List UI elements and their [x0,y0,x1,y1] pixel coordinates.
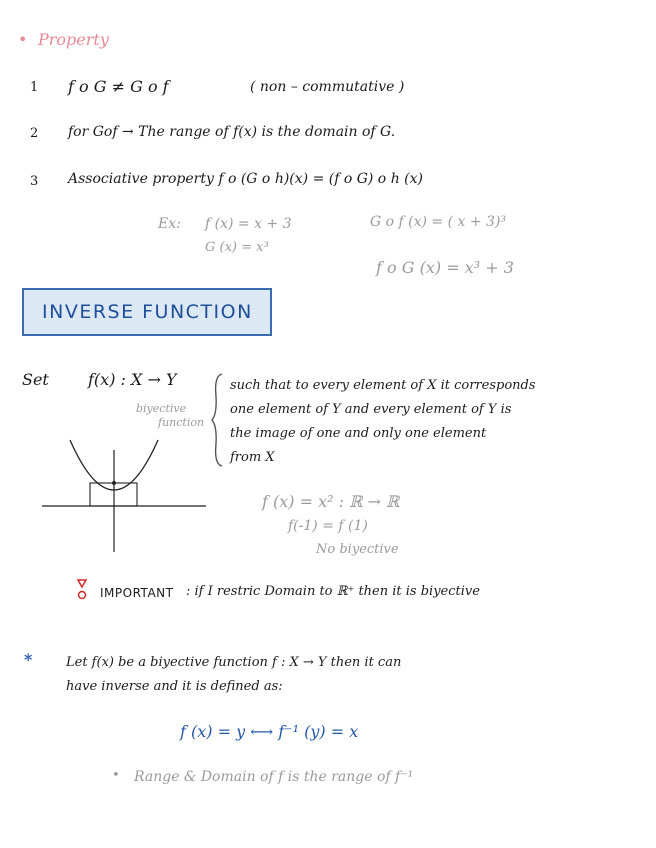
definition-line-2: have inverse and it is defined as: [66,679,283,694]
item-3-number: 3 [30,174,39,189]
example-gof: G o f (x) = ( x + 3)³ [370,214,507,230]
inverse-function-title-box [22,288,272,336]
set-desc-line-2: one element of Y and every element of Y is [230,402,512,417]
example-f-def: f (x) = x + 3 [205,216,292,232]
parabola-sketch [40,430,210,555]
property-heading: Property [38,30,109,49]
important-text: : if I restric Domain to ℝ⁺ then it is biyective [186,584,480,599]
example-label: Ex: [158,216,181,232]
counter-line-2: f(-1) = f (1) [288,518,368,534]
counter-line-1: f (x) = x² : ℝ → ℝ [262,492,400,511]
set-mapping: f(x) : X → Y [88,370,177,389]
biyective-note-2: function [158,416,205,429]
important-label: IMPORTANT [100,586,174,600]
item-1-text: f o G ≠ G o f [68,77,169,96]
item-2-text: for Gof → The range of f(x) is the domain of G. [68,124,396,140]
example-fog: f o G (x) = x³ + 3 [376,258,514,277]
property-bullet: • [18,30,28,49]
section-title: INVERSE FUNCTION [42,301,253,323]
inverse-formula: f (x) = y ⟷ f⁻¹ (y) = x [180,722,359,741]
warning-icon [76,578,88,602]
star-bullet: * [24,650,33,669]
biyective-note-1: biyective [136,402,187,415]
set-label: Set [22,370,49,389]
curly-brace-icon [210,372,226,468]
item-1-note: ( non – commutative ) [250,79,405,95]
counter-line-3: No biyective [316,542,399,557]
footnote-text: Range & Domain of f is the range of f⁻¹ [134,769,414,785]
example-g-def: G (x) = x³ [205,240,269,255]
definition-line-1: Let f(x) be a biyective function f : X → Y then it can [66,655,402,670]
set-desc-line-1: such that to every element of X it corresponds [230,378,536,393]
item-3-text: Associative property f o (G o h)(x) = (f o G) o h (x) [68,171,423,187]
item-1-number: 1 [30,80,39,95]
footnote-bullet: • [112,768,120,783]
item-2-number: 2 [30,126,39,141]
set-desc-line-3: the image of one and only one element [230,426,487,441]
set-desc-line-4: from X [230,450,275,465]
vertex-dot [112,481,116,485]
